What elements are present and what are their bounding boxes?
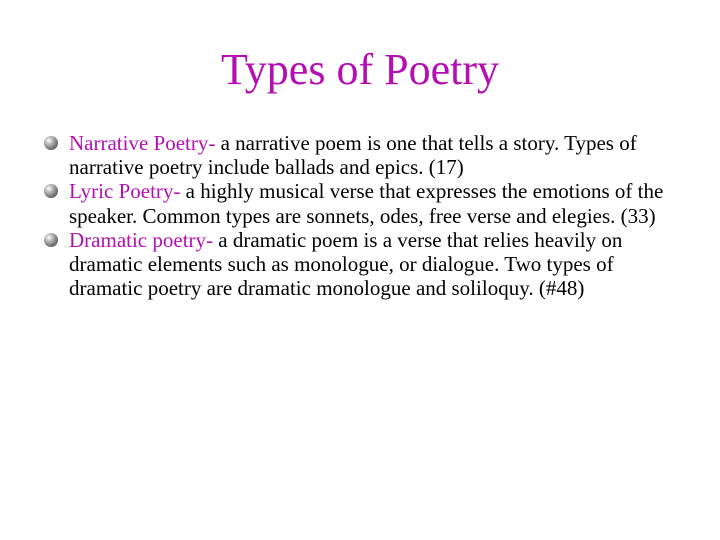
- bullet-item-narrative: [44, 131, 684, 179]
- sphere-bullet-icon: [44, 184, 58, 198]
- slide-title: Types of Poetry: [221, 45, 499, 94]
- bullet-item-lyric: [44, 179, 684, 227]
- bullet-list: [44, 131, 684, 300]
- bullet-term: Narrative Poetry-: [69, 131, 216, 155]
- bullet-item-dramatic: [44, 228, 684, 301]
- bullet-term: Dramatic poetry-: [69, 227, 214, 252]
- bullet-text: a dramatic poem is a verse that relies heavily on dramatic elements such as monologue, or dialogue. Two types of dramatic poetry are dramatic monologue and soliloquy. (#48): [69, 227, 623, 301]
- sphere-bullet-icon: [44, 136, 58, 150]
- sphere-bullet-icon: [44, 233, 58, 247]
- bullet-text: a narrative poem is one that tells a story. Types of narrative poetry include ballads and epics. (17): [69, 131, 637, 180]
- bullet-text: a highly musical verse that expresses the emotions of the speaker. Common types are sonnets, odes, free verse and elegies. (33): [69, 179, 664, 228]
- bullet-term: Lyric Poetry-: [69, 179, 181, 204]
